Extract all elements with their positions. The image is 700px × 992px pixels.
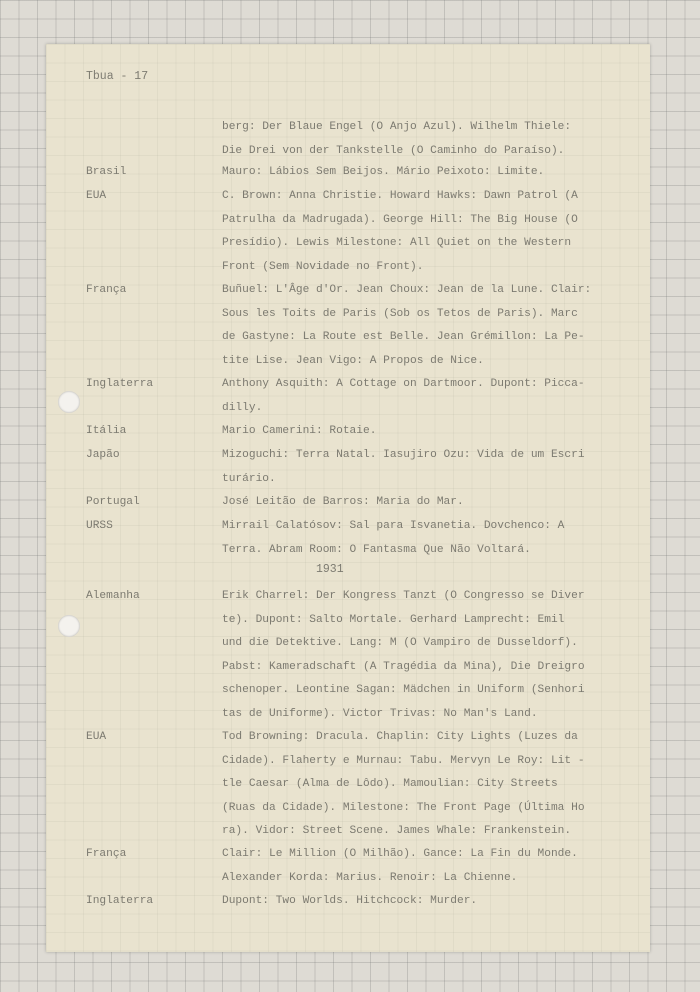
entry-line: tle Caesar (Alma de Lôdo). Mamoulian: City Streets (222, 778, 558, 790)
entry-country: Itália (86, 425, 127, 437)
entry-line: C. Brown: Anna Christie. Howard Hawks: Dawn Patrol (A (222, 190, 578, 202)
entry-text (222, 444, 620, 491)
entry-line: Clair: Le Million (O Milhão). Gance: La Fin du Monde. (222, 848, 578, 860)
entry-line: Mirrail Calatósov: Sal para Isvanetia. Dovchenco: A (222, 520, 565, 532)
entry-country: EUA (86, 731, 107, 743)
entry-line: Dupont: Two Worlds. Hitchcock: Murder. (222, 895, 478, 907)
entry-country: Alemanha (86, 590, 140, 602)
entry-country: Portugal (86, 496, 140, 508)
entry-text (222, 726, 620, 844)
entry-country: Brasil (86, 166, 127, 178)
entry-country: URSS (86, 520, 113, 532)
entry-text (222, 515, 620, 562)
entry-line: (Ruas da Cidade). Milestone: The Front Page (Última Ho (222, 801, 585, 814)
entry-line: Anthony Asquith: A Cottage on Dartmoor. Dupont: Picca- (222, 378, 585, 390)
entry-line: Mizoguchi: Terra Natal. Iasujiro Ozu: Vida de um Escri (222, 449, 585, 461)
entry-line: Mauro: Lábios Sem Beijos. Mário Peixoto: Limite. (222, 166, 545, 178)
entry-country: Inglaterra (86, 895, 154, 907)
entry-line: ra). Vidor: Street Scene. James Whale: Frankenstein. (222, 825, 572, 837)
entry-country: EUA (86, 190, 107, 202)
year-heading: 1931 (316, 563, 344, 576)
entry-country: Inglaterra (86, 378, 154, 390)
entry-line: Cidade). Flaherty e Murnau: Tabu. Mervyn Le Roy: Lit - (222, 754, 585, 767)
entry-line: Patrulha da Madrugada). George Hill: The Big House (O (222, 213, 578, 226)
entry-line: Front (Sem Novidade no Front). (222, 260, 424, 273)
entry-line: Mario Camerini: Rotaie. (222, 425, 377, 437)
entry-line: Alexander Korda: Marius. Renoir: La Chienne. (222, 871, 518, 884)
punch-hole (58, 391, 80, 413)
entry-text (222, 161, 620, 185)
entry-country: França (86, 284, 127, 296)
entry-line: berg: Der Blaue Engel (O Anjo Azul). Wilhelm Thiele: (222, 121, 572, 133)
entry-line: José Leitão de Barros: Maria do Mar. (222, 496, 464, 508)
entry-line: Sous les Toits de Paris (Sob os Tetos de Paris). Marc (222, 307, 578, 320)
entry-text (222, 843, 620, 890)
entry-text (222, 185, 620, 279)
entry-line: de Gastyne: La Route est Belle. Jean Grémillon: La Pe- (222, 331, 585, 343)
entry-line: schenoper. Leontine Sagan: Mädchen in Uniform (Senhori (222, 684, 585, 696)
entry-text (222, 373, 620, 420)
entry-line: Buñuel: L'Âge d'Or. Jean Choux: Jean de la Lune. Clair: (222, 284, 592, 296)
entry-country: França (86, 848, 127, 860)
entry-line: tas de Uniforme). Victor Trivas: No Man's Land. (222, 707, 538, 720)
entry-line: Terra. Abram Room: O Fantasma Que Não Voltará. (222, 543, 531, 556)
entry-text (222, 279, 620, 373)
entry-line: Erik Charrel: Der Kongress Tanzt (O Congresso se Diver (222, 590, 585, 602)
entry-line: tite Lise. Jean Vigo: A Propos de Nice. (222, 354, 484, 367)
entry-text (222, 890, 620, 914)
entry-text (222, 420, 620, 444)
entry-text (222, 116, 620, 163)
entry-line: und die Detektive. Lang: M (O Vampiro de Dusseldorf). (222, 637, 578, 649)
entry-line: dilly. (222, 401, 263, 414)
entry-line: Die Drei von der Tankstelle (O Caminho do Paraíso). (222, 144, 565, 157)
entry-line: turário. (222, 472, 276, 485)
entry-text (222, 585, 620, 726)
page-header: Tbua - 17 (86, 70, 149, 83)
entry-line: Tod Browning: Dracula. Chaplin: City Lights (Luzes da (222, 731, 578, 743)
entry-line: Pabst: Kameradschaft (A Tragédia da Mina), Die Dreigro (222, 660, 585, 673)
entry-line: Presídio). Lewis Milestone: All Quiet on the Western (222, 237, 572, 249)
punch-hole (58, 615, 80, 637)
entry-country: Japão (86, 449, 120, 461)
entry-line: te). Dupont: Salto Mortale. Gerhard Lamprecht: Emil (222, 613, 565, 626)
entry-text (222, 491, 620, 515)
